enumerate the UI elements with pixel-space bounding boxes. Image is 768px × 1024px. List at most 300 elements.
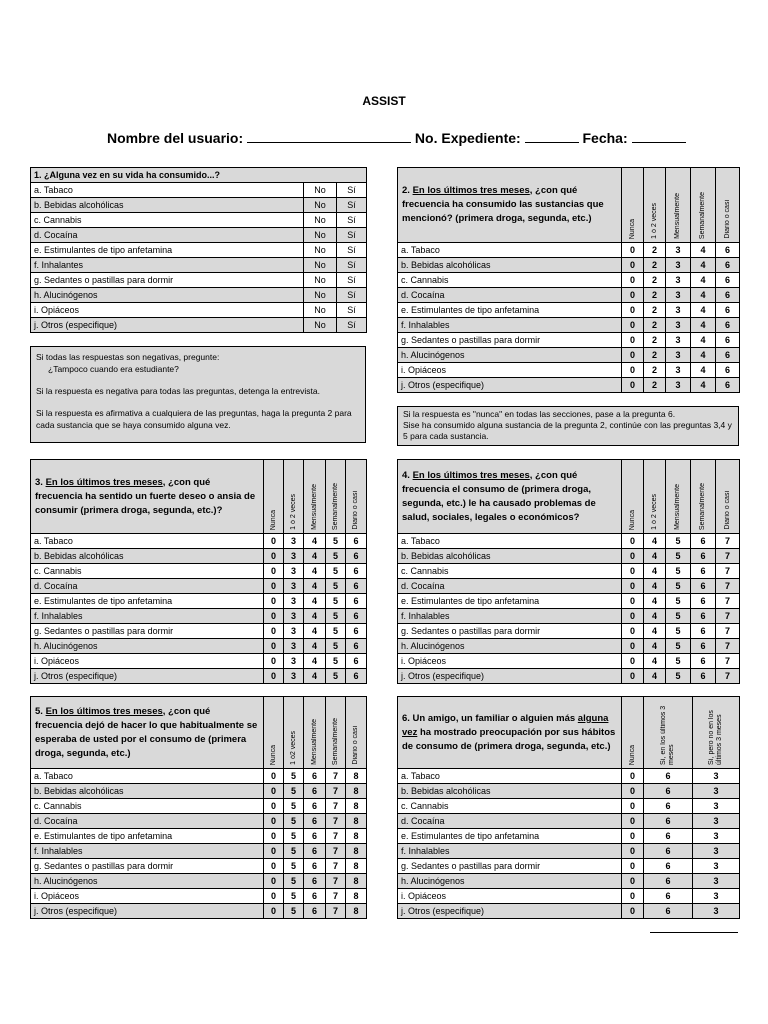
table-row	[31, 784, 367, 799]
score-cell[interactable]: 4	[644, 564, 666, 579]
date-field[interactable]	[632, 130, 686, 143]
score-cell[interactable]: 5	[326, 594, 346, 609]
score-cell[interactable]: 0	[622, 549, 644, 564]
answer-no[interactable]: No	[304, 258, 337, 273]
substance-label: i. Opiáceos	[31, 654, 264, 669]
score-cell[interactable]: 7	[716, 594, 740, 609]
table-row	[398, 669, 740, 684]
score-cell[interactable]: 3	[666, 243, 691, 258]
score-cell[interactable]: 6	[304, 904, 326, 919]
substance-label: j. Otros (especifique)	[31, 904, 264, 919]
col-header-never: Nunca	[622, 168, 644, 243]
score-cell[interactable]: 3	[693, 829, 740, 844]
table-row	[398, 303, 740, 318]
table-row	[31, 904, 367, 919]
answer-yes[interactable]: Sí	[337, 198, 367, 213]
score-cell[interactable]: 0	[622, 889, 644, 904]
score-cell[interactable]: 3	[666, 363, 691, 378]
score-cell[interactable]: 6	[716, 243, 740, 258]
score-cell[interactable]: 3	[666, 273, 691, 288]
answer-yes[interactable]: Sí	[337, 273, 367, 288]
score-cell[interactable]: 5	[666, 534, 691, 549]
score-cell[interactable]: 4	[304, 534, 326, 549]
score-cell[interactable]: 5	[284, 814, 304, 829]
score-cell[interactable]: 5	[666, 594, 691, 609]
table-row	[398, 594, 740, 609]
score-cell[interactable]: 5	[666, 609, 691, 624]
score-cell[interactable]: 7	[326, 889, 346, 904]
score-cell[interactable]: 0	[264, 639, 284, 654]
table-row	[398, 534, 740, 549]
record-number-field[interactable]	[525, 130, 579, 143]
score-cell[interactable]: 0	[264, 844, 284, 859]
score-cell[interactable]: 0	[264, 814, 284, 829]
score-cell[interactable]: 6	[644, 814, 693, 829]
table-row	[398, 624, 740, 639]
table-row	[31, 183, 367, 198]
substance-label: j. Otros (especifique)	[31, 669, 264, 684]
score-cell[interactable]: 3	[666, 258, 691, 273]
score-cell[interactable]: 6	[346, 549, 367, 564]
substance-label: a. Tabaco	[31, 769, 264, 784]
score-cell[interactable]: 0	[622, 333, 644, 348]
score-cell[interactable]: 6	[644, 889, 693, 904]
score-cell[interactable]: 0	[264, 669, 284, 684]
score-cell[interactable]: 0	[622, 609, 644, 624]
score-cell[interactable]: 4	[691, 378, 716, 393]
score-cell[interactable]: 6	[346, 594, 367, 609]
score-cell[interactable]: 0	[264, 799, 284, 814]
score-cell[interactable]: 0	[622, 564, 644, 579]
score-cell[interactable]: 7	[326, 799, 346, 814]
score-cell[interactable]: 6	[691, 564, 716, 579]
score-cell[interactable]: 6	[644, 859, 693, 874]
score-cell[interactable]: 7	[716, 654, 740, 669]
score-cell[interactable]: 5	[326, 579, 346, 594]
score-cell[interactable]: 6	[691, 654, 716, 669]
score-cell[interactable]: 6	[346, 534, 367, 549]
score-cell[interactable]: 5	[284, 859, 304, 874]
score-cell[interactable]: 4	[304, 669, 326, 684]
table-row	[398, 273, 740, 288]
score-cell[interactable]: 6	[346, 579, 367, 594]
score-cell[interactable]: 5	[326, 534, 346, 549]
answer-yes[interactable]: Sí	[337, 318, 367, 333]
score-cell[interactable]: 5	[284, 904, 304, 919]
score-cell[interactable]: 3	[284, 609, 304, 624]
score-cell[interactable]: 0	[264, 874, 284, 889]
score-cell[interactable]: 2	[644, 303, 666, 318]
score-cell[interactable]: 7	[716, 669, 740, 684]
score-cell[interactable]: 5	[326, 564, 346, 579]
score-cell[interactable]: 2	[644, 348, 666, 363]
score-cell[interactable]: 6	[346, 639, 367, 654]
score-cell[interactable]: 5	[284, 799, 304, 814]
score-cell[interactable]: 5	[284, 769, 304, 784]
score-cell[interactable]: 3	[693, 769, 740, 784]
score-cell[interactable]: 0	[622, 829, 644, 844]
score-cell[interactable]: 5	[326, 654, 346, 669]
score-cell[interactable]: 7	[326, 769, 346, 784]
score-cell[interactable]: 3	[693, 814, 740, 829]
score-cell[interactable]: 6	[716, 318, 740, 333]
score-cell[interactable]: 3	[284, 564, 304, 579]
score-cell[interactable]: 6	[716, 288, 740, 303]
score-cell[interactable]: 0	[622, 769, 644, 784]
answer-yes[interactable]: Sí	[337, 243, 367, 258]
score-cell[interactable]: 6	[346, 669, 367, 684]
score-cell[interactable]: 6	[346, 564, 367, 579]
score-cell[interactable]: 8	[346, 859, 367, 874]
score-cell[interactable]: 6	[644, 829, 693, 844]
score-cell[interactable]: 6	[691, 639, 716, 654]
score-cell[interactable]: 0	[622, 318, 644, 333]
score-cell[interactable]: 7	[326, 859, 346, 874]
score-cell[interactable]: 6	[691, 594, 716, 609]
score-cell[interactable]: 0	[622, 594, 644, 609]
score-cell[interactable]: 3	[666, 318, 691, 333]
answer-yes[interactable]: Sí	[337, 228, 367, 243]
score-cell[interactable]: 5	[326, 624, 346, 639]
score-cell[interactable]: 0	[622, 534, 644, 549]
score-cell[interactable]: 5	[666, 654, 691, 669]
table-row	[398, 829, 740, 844]
score-cell[interactable]: 7	[716, 534, 740, 549]
answer-yes[interactable]: Sí	[337, 288, 367, 303]
score-cell[interactable]: 6	[716, 348, 740, 363]
score-cell[interactable]: 0	[622, 639, 644, 654]
answer-no[interactable]: No	[304, 213, 337, 228]
score-cell[interactable]: 3	[693, 859, 740, 874]
score-cell[interactable]: 5	[284, 889, 304, 904]
score-cell[interactable]: 0	[622, 844, 644, 859]
score-cell[interactable]: 6	[346, 609, 367, 624]
substance-label: i. Opiáceos	[398, 889, 622, 904]
score-cell[interactable]: 0	[622, 784, 644, 799]
score-cell[interactable]: 5	[284, 784, 304, 799]
score-cell[interactable]: 5	[666, 669, 691, 684]
answer-no[interactable]: No	[304, 303, 337, 318]
substance-label: e. Estimulantes de tipo anfetamina	[31, 243, 304, 258]
score-cell[interactable]: 4	[304, 639, 326, 654]
score-cell[interactable]: 6	[304, 814, 326, 829]
substance-label: i. Opiáceos	[31, 303, 304, 318]
col-header-daily: Diario o casi	[716, 168, 740, 243]
score-cell[interactable]: 6	[644, 799, 693, 814]
score-cell[interactable]: 4	[644, 594, 666, 609]
page-title: ASSIST	[362, 94, 406, 108]
score-cell[interactable]: 3	[693, 874, 740, 889]
score-cell[interactable]: 3	[284, 624, 304, 639]
score-cell[interactable]: 0	[264, 564, 284, 579]
score-cell[interactable]: 0	[622, 243, 644, 258]
score-cell[interactable]: 6	[644, 784, 693, 799]
substance-label: j. Otros (especifique)	[398, 904, 622, 919]
table-row	[398, 243, 740, 258]
score-cell[interactable]: 0	[622, 579, 644, 594]
score-cell[interactable]: 2	[644, 273, 666, 288]
score-cell[interactable]: 0	[622, 904, 644, 919]
score-cell[interactable]: 3	[693, 889, 740, 904]
score-cell[interactable]: 0	[264, 534, 284, 549]
signature-line[interactable]	[650, 932, 738, 933]
score-cell[interactable]: 6	[304, 799, 326, 814]
answer-yes[interactable]: Sí	[337, 183, 367, 198]
score-cell[interactable]: 6	[304, 844, 326, 859]
score-cell[interactable]: 7	[716, 579, 740, 594]
score-cell[interactable]: 4	[644, 609, 666, 624]
question-1-table	[30, 167, 367, 333]
substance-label: d. Cocaína	[398, 814, 622, 829]
answer-yes[interactable]: Sí	[337, 258, 367, 273]
score-cell[interactable]: 4	[644, 624, 666, 639]
answer-yes[interactable]: Sí	[337, 303, 367, 318]
table-row	[398, 904, 740, 919]
score-cell[interactable]: 5	[284, 829, 304, 844]
score-cell[interactable]: 3	[284, 579, 304, 594]
score-cell[interactable]: 0	[622, 814, 644, 829]
score-cell[interactable]: 7	[716, 564, 740, 579]
score-cell[interactable]: 7	[326, 814, 346, 829]
score-cell[interactable]: 4	[644, 549, 666, 564]
score-cell[interactable]: 8	[346, 904, 367, 919]
score-cell[interactable]: 3	[284, 669, 304, 684]
score-cell[interactable]: 6	[644, 844, 693, 859]
table-row	[31, 579, 367, 594]
score-cell[interactable]: 0	[264, 609, 284, 624]
score-cell[interactable]: 3	[666, 378, 691, 393]
question-5-text: 5. En los últimos tres meses, ¿con qué frecuencia dejó de hacer lo que habitualmente se esperaba de usted por el consumo de (primera droga, segunda, etc.)	[31, 697, 264, 769]
score-cell[interactable]: 6	[304, 889, 326, 904]
score-cell[interactable]: 6	[644, 769, 693, 784]
score-cell[interactable]: 3	[666, 348, 691, 363]
score-cell[interactable]: 0	[264, 654, 284, 669]
score-cell[interactable]: 5	[666, 579, 691, 594]
substance-label: d. Cocaína	[31, 228, 304, 243]
substance-label: e. Estimulantes de tipo anfetamina	[398, 303, 622, 318]
score-cell[interactable]: 4	[644, 579, 666, 594]
score-cell[interactable]: 0	[264, 889, 284, 904]
table-row	[398, 363, 740, 378]
table-row	[31, 624, 367, 639]
score-cell[interactable]: 6	[644, 874, 693, 889]
score-cell[interactable]: 7	[326, 829, 346, 844]
score-cell[interactable]: 4	[691, 348, 716, 363]
table-row	[398, 874, 740, 889]
score-cell[interactable]: 0	[264, 624, 284, 639]
score-cell[interactable]: 2	[644, 378, 666, 393]
answer-no[interactable]: No	[304, 198, 337, 213]
score-cell[interactable]: 5	[666, 639, 691, 654]
question-3-table: 3. En los últimos tres meses, ¿con qué frecuencia ha sentido un fuerte deseo o ansia de consumir (primera droga, segunda, etc.)? Nunca 1 ó 2 veces Mensualmente Semanalmente Diario o casi a. Tabaco 0 3 4 5 6 b. Bebidas alcohólicas 0 3 4 5 6 c. Cannabis 0 3 4 5 6 d. Cocaína 0 3 4 5 6 e. Estimulantes de tipo anfetamina 0 3 4 5 6 f. Inhalables 0 3 4 5 6 g. Sedantes o pastillas para dormir 0 3 4 5 6 h. Alucinógenos 0 3 4 5 6 i. Opiáceos 0 3 4 5 6 j. Otros (especifique) 0 3 4 5 6	[30, 459, 367, 684]
score-cell[interactable]: 3	[284, 549, 304, 564]
instructions-note-1: Si todas las respuestas son negativas, pregunte: ¿Tampoco cuando era estudiante? Si la respuesta es negativa para todas las preguntas, detenga la entrevista. Si la respuesta es afirmativa a cualquiera de las preguntas, haga la pregunta 2 para cada sustancia que se haya consumido alguna vez.	[30, 346, 366, 443]
score-cell[interactable]: 0	[264, 769, 284, 784]
score-cell[interactable]: 6	[691, 624, 716, 639]
score-cell[interactable]: 2	[644, 363, 666, 378]
score-cell[interactable]: 6	[716, 303, 740, 318]
score-cell[interactable]: 0	[622, 273, 644, 288]
score-cell[interactable]: 6	[716, 273, 740, 288]
table-row	[398, 844, 740, 859]
score-cell[interactable]: 5	[284, 844, 304, 859]
score-cell[interactable]: 4	[304, 654, 326, 669]
score-cell[interactable]: 4	[644, 639, 666, 654]
score-cell[interactable]: 3	[693, 904, 740, 919]
score-cell[interactable]: 6	[304, 874, 326, 889]
score-cell[interactable]: 5	[326, 549, 346, 564]
answer-no[interactable]: No	[304, 288, 337, 303]
score-cell[interactable]: 7	[716, 624, 740, 639]
score-cell[interactable]: 6	[304, 829, 326, 844]
score-cell[interactable]: 8	[346, 784, 367, 799]
score-cell[interactable]: 0	[622, 363, 644, 378]
score-cell[interactable]: 6	[644, 904, 693, 919]
table-row	[31, 639, 367, 654]
score-cell[interactable]: 4	[691, 258, 716, 273]
score-cell[interactable]: 0	[622, 874, 644, 889]
score-cell[interactable]: 0	[264, 859, 284, 874]
score-cell[interactable]: 0	[264, 829, 284, 844]
table-row	[398, 814, 740, 829]
answer-yes[interactable]: Sí	[337, 213, 367, 228]
table-row	[31, 859, 367, 874]
score-cell[interactable]: 5	[326, 639, 346, 654]
score-cell[interactable]: 2	[644, 288, 666, 303]
score-cell[interactable]: 8	[346, 799, 367, 814]
user-name-field[interactable]	[247, 130, 411, 143]
substance-label: c. Cannabis	[31, 564, 264, 579]
score-cell[interactable]: 6	[304, 859, 326, 874]
score-cell[interactable]: 3	[666, 288, 691, 303]
score-cell[interactable]: 3	[284, 594, 304, 609]
score-cell[interactable]: 3	[693, 799, 740, 814]
score-cell[interactable]: 6	[691, 579, 716, 594]
answer-no[interactable]: No	[304, 228, 337, 243]
score-cell[interactable]: 5	[284, 874, 304, 889]
score-cell[interactable]: 6	[346, 654, 367, 669]
score-cell[interactable]: 0	[622, 654, 644, 669]
score-cell[interactable]: 0	[622, 624, 644, 639]
score-cell[interactable]: 8	[346, 769, 367, 784]
score-cell[interactable]: 3	[284, 654, 304, 669]
score-cell[interactable]: 7	[326, 904, 346, 919]
substance-label: f. Inhalables	[398, 318, 622, 333]
table-row	[398, 769, 740, 784]
score-cell[interactable]: 5	[326, 609, 346, 624]
score-cell[interactable]: 3	[693, 844, 740, 859]
score-cell[interactable]: 4	[644, 534, 666, 549]
substance-label: a. Tabaco	[398, 534, 622, 549]
score-cell[interactable]: 8	[346, 889, 367, 904]
score-cell[interactable]: 4	[691, 318, 716, 333]
score-cell[interactable]: 7	[716, 549, 740, 564]
score-cell[interactable]: 4	[304, 609, 326, 624]
score-cell[interactable]: 3	[693, 784, 740, 799]
score-cell[interactable]: 0	[622, 378, 644, 393]
score-cell[interactable]: 4	[304, 549, 326, 564]
score-cell[interactable]: 2	[644, 318, 666, 333]
score-cell[interactable]: 0	[264, 549, 284, 564]
substance-label: g. Sedantes o pastillas para dormir	[398, 624, 622, 639]
score-cell[interactable]: 4	[691, 303, 716, 318]
score-cell[interactable]: 0	[264, 784, 284, 799]
score-cell[interactable]: 4	[644, 669, 666, 684]
score-cell[interactable]: 8	[346, 829, 367, 844]
score-cell[interactable]: 0	[622, 288, 644, 303]
answer-no[interactable]: No	[304, 243, 337, 258]
score-cell[interactable]: 4	[304, 594, 326, 609]
score-cell[interactable]: 6	[304, 784, 326, 799]
score-cell[interactable]: 6	[304, 769, 326, 784]
substance-label: i. Opiáceos	[398, 363, 622, 378]
score-cell[interactable]: 6	[691, 534, 716, 549]
score-cell[interactable]: 4	[304, 579, 326, 594]
score-cell[interactable]: 0	[622, 303, 644, 318]
score-cell[interactable]: 7	[326, 874, 346, 889]
answer-no[interactable]: No	[304, 183, 337, 198]
answer-no[interactable]: No	[304, 273, 337, 288]
score-cell[interactable]: 4	[304, 624, 326, 639]
score-cell[interactable]: 7	[716, 639, 740, 654]
score-cell[interactable]: 3	[666, 333, 691, 348]
score-cell[interactable]: 4	[691, 333, 716, 348]
score-cell[interactable]: 7	[326, 844, 346, 859]
score-cell[interactable]: 8	[346, 814, 367, 829]
score-cell[interactable]: 8	[346, 874, 367, 889]
score-cell[interactable]: 4	[691, 243, 716, 258]
score-cell[interactable]: 8	[346, 844, 367, 859]
score-cell[interactable]: 6	[716, 333, 740, 348]
score-cell[interactable]: 5	[326, 669, 346, 684]
score-cell[interactable]: 4	[691, 288, 716, 303]
score-cell[interactable]: 4	[691, 363, 716, 378]
score-cell[interactable]: 6	[716, 258, 740, 273]
score-cell[interactable]: 3	[284, 534, 304, 549]
table-row	[31, 669, 367, 684]
score-cell[interactable]: 0	[264, 579, 284, 594]
score-cell[interactable]: 0	[622, 859, 644, 874]
score-cell[interactable]: 4	[691, 273, 716, 288]
score-cell[interactable]: 7	[716, 609, 740, 624]
score-cell[interactable]: 0	[264, 904, 284, 919]
score-cell[interactable]: 0	[622, 669, 644, 684]
score-cell[interactable]: 7	[326, 784, 346, 799]
score-cell[interactable]: 5	[666, 564, 691, 579]
table-row	[31, 594, 367, 609]
score-cell[interactable]: 2	[644, 258, 666, 273]
score-cell[interactable]: 5	[666, 624, 691, 639]
score-cell[interactable]: 6	[691, 609, 716, 624]
score-cell[interactable]: 3	[666, 303, 691, 318]
score-cell[interactable]: 6	[716, 378, 740, 393]
score-cell[interactable]: 6	[346, 624, 367, 639]
score-cell[interactable]: 0	[622, 258, 644, 273]
score-cell[interactable]: 6	[691, 669, 716, 684]
score-cell[interactable]: 4	[644, 654, 666, 669]
answer-no[interactable]: No	[304, 318, 337, 333]
score-cell[interactable]: 5	[666, 549, 691, 564]
score-cell[interactable]: 0	[264, 594, 284, 609]
score-cell[interactable]: 0	[622, 348, 644, 363]
score-cell[interactable]: 6	[691, 549, 716, 564]
score-cell[interactable]: 4	[304, 564, 326, 579]
score-cell[interactable]: 0	[622, 799, 644, 814]
score-cell[interactable]: 2	[644, 243, 666, 258]
score-cell[interactable]: 6	[716, 363, 740, 378]
score-cell[interactable]: 2	[644, 333, 666, 348]
score-cell[interactable]: 3	[284, 639, 304, 654]
